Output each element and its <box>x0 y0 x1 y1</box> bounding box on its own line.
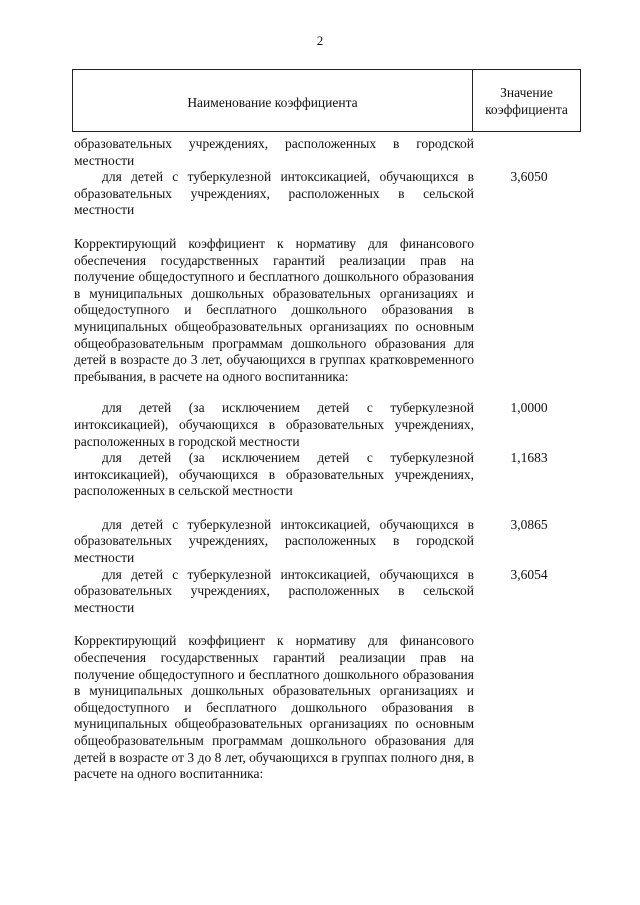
row-description: для детей (за исключением детей с туберкулезной интоксикацией), обучающихся в образовательных учреждениях, расположенных в сельской местности <box>74 450 474 499</box>
row-description: для детей с туберкулезной интоксикацией, обучающихся в образовательных учреждениях, расположенных в сельской местности <box>74 566 474 615</box>
table-row <box>74 450 580 500</box>
table-header <box>72 69 581 132</box>
value-header-line1: Значение <box>500 84 553 100</box>
table-row <box>74 517 580 567</box>
row-value: 3,6054 <box>510 566 548 582</box>
row-value: 1,1683 <box>510 450 548 466</box>
value-header-line2: коэффициента <box>485 101 568 117</box>
coefficient-table-body <box>74 136 580 783</box>
row-value: 3,0865 <box>510 516 548 532</box>
table-row <box>74 567 580 617</box>
row-description: образовательных учреждениях, расположенных в городской местности <box>74 136 474 168</box>
table-row <box>74 136 580 169</box>
row-description: для детей с туберкулезной интоксикацией, обучающихся в образовательных учреждениях, расположенных в сельской местности <box>74 169 474 218</box>
section-heading-text: Корректирующий коэффициент к нормативу для финансового обеспечения государственных гарантий реализации прав на получение общедоступного и бесплатного дошкольного образования в муниципальных дошкольных образовательных организациях и общедоступного и бесплатного дошкольного образования в муниципальных общеобразовательных организациях по основным общеобразовательным программам дошкольного образования для детей в возрасте до 3 лет, обучающихся в группах кратковременного пребывания, в расчете на одного воспитанника: <box>74 235 474 384</box>
section-heading <box>74 633 580 782</box>
table-row <box>74 400 580 450</box>
row-description: для детей (за исключением детей с туберкулезной интоксикацией), обучающихся в образовательных учреждениях, расположенных в городской местности <box>74 400 474 449</box>
section-heading-text: Корректирующий коэффициент к нормативу для финансового обеспечения государственных гарантий реализации прав на получение общедоступного и бесплатного дошкольного образования в муниципальных дошкольных образовательных организациях и общедоступного и бесплатного дошкольного образования в муниципальных общеобразовательных организациях по основным общеобразовательным программам дошкольного образования для детей в возрасте от 3 до 8 лет, обучающихся в группах полного дня, в расчете на одного воспитанника: <box>74 633 474 782</box>
row-description: для детей с туберкулезной интоксикацией, обучающихся в образовательных учреждениях, расположенных в городской местности <box>74 516 474 566</box>
page-number: 2 <box>316 33 324 48</box>
row-value: 3,6050 <box>510 169 548 185</box>
table-row <box>74 169 580 219</box>
coefficient-value-header <box>473 70 580 131</box>
section-heading <box>74 236 580 385</box>
row-value: 1,0000 <box>510 400 548 416</box>
coefficient-name-header: Наименование коэффициента <box>73 70 473 131</box>
